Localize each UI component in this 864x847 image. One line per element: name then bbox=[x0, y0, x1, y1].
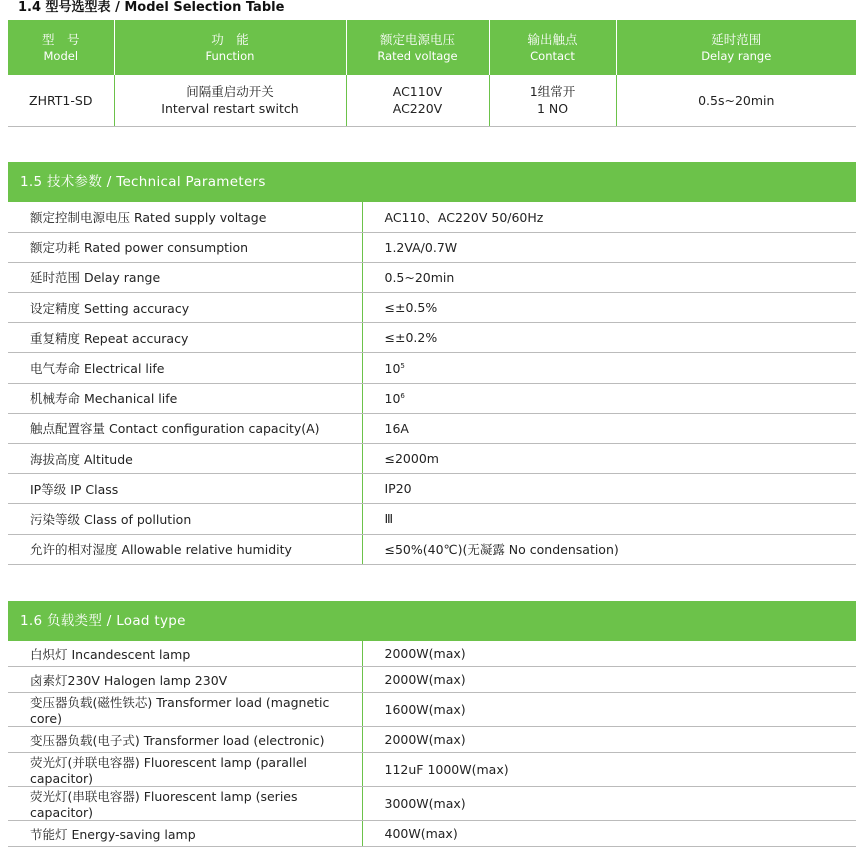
tech-table-row bbox=[8, 504, 856, 534]
row-value bbox=[362, 444, 856, 474]
row-value bbox=[362, 353, 856, 383]
row-value bbox=[362, 232, 856, 262]
row-value-text: 1.2VA/0.7W bbox=[384, 239, 458, 255]
load-table-row bbox=[8, 693, 856, 727]
row-label: 变压器负载(电子式) Transformer load (electronic) bbox=[8, 727, 362, 753]
row-value-text: Ⅲ bbox=[384, 511, 394, 527]
row-label: 卤素灯230V Halogen lamp 230V bbox=[8, 667, 362, 693]
row-value bbox=[362, 534, 856, 564]
tech-table-row bbox=[8, 444, 856, 474]
row-value-text: 0.5~20min bbox=[384, 269, 455, 285]
row-value-text: AC110、AC220V 50/60Hz bbox=[384, 209, 544, 225]
row-value bbox=[362, 202, 856, 232]
load-table-row bbox=[8, 753, 856, 787]
cell-model: ZHRT1-SD bbox=[8, 75, 114, 126]
row-value-text: ≤±0.5% bbox=[384, 300, 438, 316]
row-value bbox=[362, 787, 856, 821]
row-value bbox=[362, 474, 856, 504]
row-value bbox=[362, 413, 856, 443]
row-value bbox=[362, 641, 856, 667]
load-table-row bbox=[8, 821, 856, 847]
row-value-text: 2000W(max) bbox=[384, 646, 466, 662]
row-label: 延时范围 Delay range bbox=[8, 262, 362, 292]
row-label: 节能灯 Energy-saving lamp bbox=[8, 821, 362, 847]
row-label: 白炽灯 Incandescent lamp bbox=[8, 641, 362, 667]
load-table-row bbox=[8, 727, 856, 753]
row-value bbox=[362, 293, 856, 323]
row-value-text: 400W(max) bbox=[384, 826, 458, 842]
load-table-row bbox=[8, 787, 856, 821]
load-section-title: 1.6 负载类型 / Load type bbox=[8, 601, 856, 641]
model-table-row bbox=[8, 75, 856, 126]
tech-table-row bbox=[8, 293, 856, 323]
row-value-text: 112uF 1000W(max) bbox=[384, 762, 509, 778]
row-label: 额定控制电源电压 Rated supply voltage bbox=[8, 202, 362, 232]
row-label: 电气寿命 Electrical life bbox=[8, 353, 362, 383]
model-selection-table bbox=[8, 20, 856, 127]
row-value-exponent: 5 bbox=[400, 361, 405, 370]
header-contact: 输出触点 Contact bbox=[489, 20, 616, 75]
tech-table-row bbox=[8, 474, 856, 504]
row-value bbox=[362, 727, 856, 753]
row-value-text: 1600W(max) bbox=[384, 702, 466, 718]
row-value-text: 16A bbox=[384, 420, 409, 436]
row-label: 允许的相对湿度 Allowable relative humidity bbox=[8, 534, 362, 564]
row-label: 重复精度 Repeat accuracy bbox=[8, 323, 362, 353]
row-value-text: 10 bbox=[384, 360, 401, 376]
tech-section-title: 1.5 技术参数 / Technical Parameters bbox=[8, 162, 856, 202]
row-value-text: 2000W(max) bbox=[384, 672, 466, 688]
header-rated-voltage: 额定电源电压 Rated voltage bbox=[346, 20, 489, 75]
row-label: 额定功耗 Rated power consumption bbox=[8, 232, 362, 262]
cell-function: 间隔重启动开关 Interval restart switch bbox=[114, 75, 346, 126]
row-label: IP等级 IP Class bbox=[8, 474, 362, 504]
tech-table-row bbox=[8, 534, 856, 564]
tech-table-row bbox=[8, 383, 856, 413]
header-delay-range: 延时范围 Delay range bbox=[616, 20, 856, 75]
technical-parameters-table bbox=[8, 202, 856, 565]
row-value bbox=[362, 323, 856, 353]
row-value-text: 10 bbox=[384, 390, 401, 406]
tech-table-row bbox=[8, 323, 856, 353]
row-label: 设定精度 Setting accuracy bbox=[8, 293, 362, 323]
row-value-text: 2000W(max) bbox=[384, 732, 466, 748]
row-label: 机械寿命 Mechanical life bbox=[8, 383, 362, 413]
row-value bbox=[362, 821, 856, 847]
row-value-text: IP20 bbox=[384, 481, 412, 497]
row-label: 荧光灯(并联电容器) Fluorescent lamp (parallel capacitor) bbox=[8, 753, 362, 787]
row-value bbox=[362, 504, 856, 534]
row-label: 污染等级 Class of pollution bbox=[8, 504, 362, 534]
model-section-title: 1.4 型号选型表 / Model Selection Table bbox=[18, 0, 285, 15]
load-type-table bbox=[8, 641, 856, 847]
cell-delay: 0.5s~20min bbox=[616, 75, 856, 126]
model-table-header-row bbox=[8, 20, 856, 75]
row-label: 变压器负载(磁性铁芯) Transformer load (magnetic core) bbox=[8, 693, 362, 727]
row-value bbox=[362, 262, 856, 292]
cell-contact: 1组常开 1 NO bbox=[489, 75, 616, 126]
row-value bbox=[362, 753, 856, 787]
load-table-row bbox=[8, 667, 856, 693]
row-value-exponent: 6 bbox=[400, 391, 405, 400]
row-label: 触点配置容量 Contact configuration capacity(A) bbox=[8, 413, 362, 443]
row-value bbox=[362, 667, 856, 693]
tech-table-row bbox=[8, 262, 856, 292]
tech-table-row bbox=[8, 413, 856, 443]
row-value-text: 3000W(max) bbox=[384, 796, 466, 812]
load-table-row bbox=[8, 641, 856, 667]
tech-table-row bbox=[8, 202, 856, 232]
row-value-text: ≤2000m bbox=[384, 451, 439, 467]
row-value bbox=[362, 693, 856, 727]
tech-table-row bbox=[8, 353, 856, 383]
cell-voltage: AC110V AC220V bbox=[346, 75, 489, 126]
header-model: 型 号 Model bbox=[8, 20, 114, 75]
row-label: 海拔高度 Altitude bbox=[8, 444, 362, 474]
header-function: 功 能 Function bbox=[114, 20, 346, 75]
row-value-text: ≤±0.2% bbox=[384, 330, 438, 346]
tech-table-row bbox=[8, 232, 856, 262]
row-value bbox=[362, 383, 856, 413]
row-label: 荧光灯(串联电容器) Fluorescent lamp (series capacitor) bbox=[8, 787, 362, 821]
row-value-text: ≤50%(40℃)(无凝露 No condensation) bbox=[384, 542, 619, 558]
